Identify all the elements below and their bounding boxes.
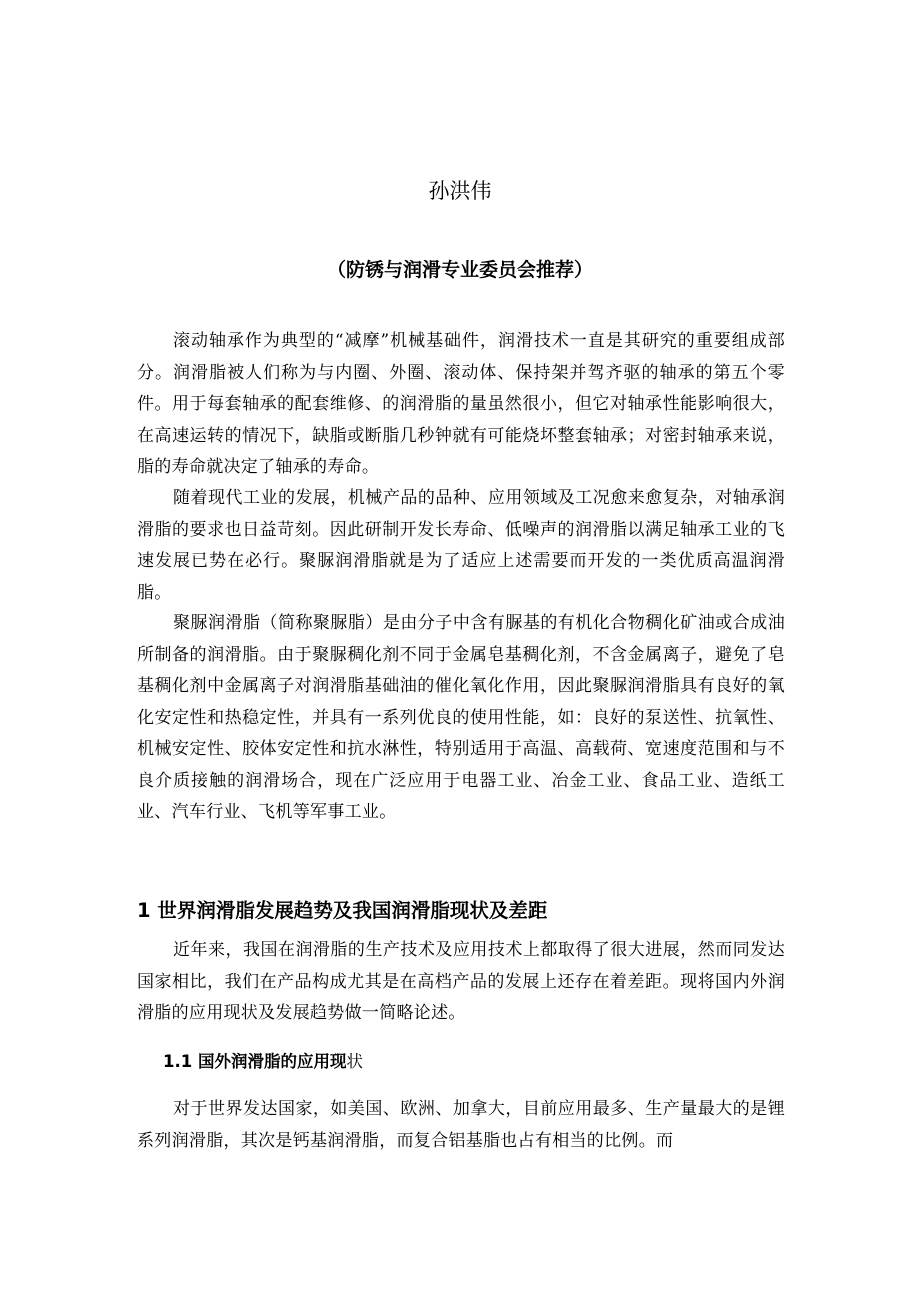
recommendation-note: （防锈与润滑专业委员会推荐） [326, 259, 593, 281]
section-1-1-paragraph: 对于世界发达国家，如美国、欧洲、加拿大，目前应用最多、生产量最大的是锂系列润滑脂，其次是钙基润滑脂，而复合铝基脂也占有相当的比例。而 [137, 1099, 785, 1151]
intro-paragraph-3: 聚脲润滑脂（简称聚脲脂）是由分子中含有脲基的有机化合物稠化矿油或合成油所制备的润滑脂。由于聚脲稠化剂不同于金属皂基稠化剂，不含金属离子，避免了皂基稠化剂中金属离子对润滑脂基础油的催化氧化作用，因此聚脲润滑脂具有良好的氧化安定性和热稳定性，并具有一系列优良的使用性能，如：良好的泵送性、抗氧性、机械安定性、胶体安定性和抗水淋性，特别适用于高温、高载荷、宽速度范围和与不良介质接触的润滑场合，现在广泛应用于电器工业、冶金工业、食品工业、造纸工业、汽车行业、飞机等军事工业。 [137, 613, 785, 822]
intro-paragraph-1: 滚动轴承作为典型的“减摩”机械基础件，润滑技术一直是其研究的重要组成部分。润滑脂被人们称为与内圈、外圈、滚动体、保持架并驾齐驱的轴承的第五个零件。用于每套轴承的配套维修、的润滑脂的量虽然很小，但它对轴承性能影响很大，在高速运转的情况下，缺脂或断脂几秒钟就有可能烧坏整套轴承；对密封轴承来说，脂的寿命就决定了轴承的寿命。 [137, 331, 785, 477]
section-heading-1: 1 世界润滑脂发展趋势及我国润滑脂现状及差距 [137, 899, 548, 922]
intro-paragraph-2: 随着现代工业的发展，机械产品的品种、应用领域及工况愈来愈复杂，对轴承润滑脂的要求也日益苛刻。因此研制开发长寿命、低噪声的润滑脂以满足轴承工业的飞速发展已势在必行。聚脲润滑脂就是为了适应上述需要而开发的一类优质高温润滑脂。 [137, 488, 785, 603]
section-heading-1-1 [163, 1048, 363, 1076]
section-heading-1-1-bold: 1.1 国外润滑脂的应用现 [163, 1052, 347, 1071]
section-heading-1-1-tail: 状 [346, 1052, 363, 1071]
author-name: 孙洪伟 [428, 179, 492, 203]
section-1-paragraph: 近年来，我国在润滑脂的生产技术及应用技术上都取得了很大进展，然而同发达国家相比，我们在产品构成尤其是在高档产品的发展上还存在着差距。现将国内外润滑脂的应用现状及发展趋势做一简略论述。 [137, 940, 785, 1023]
